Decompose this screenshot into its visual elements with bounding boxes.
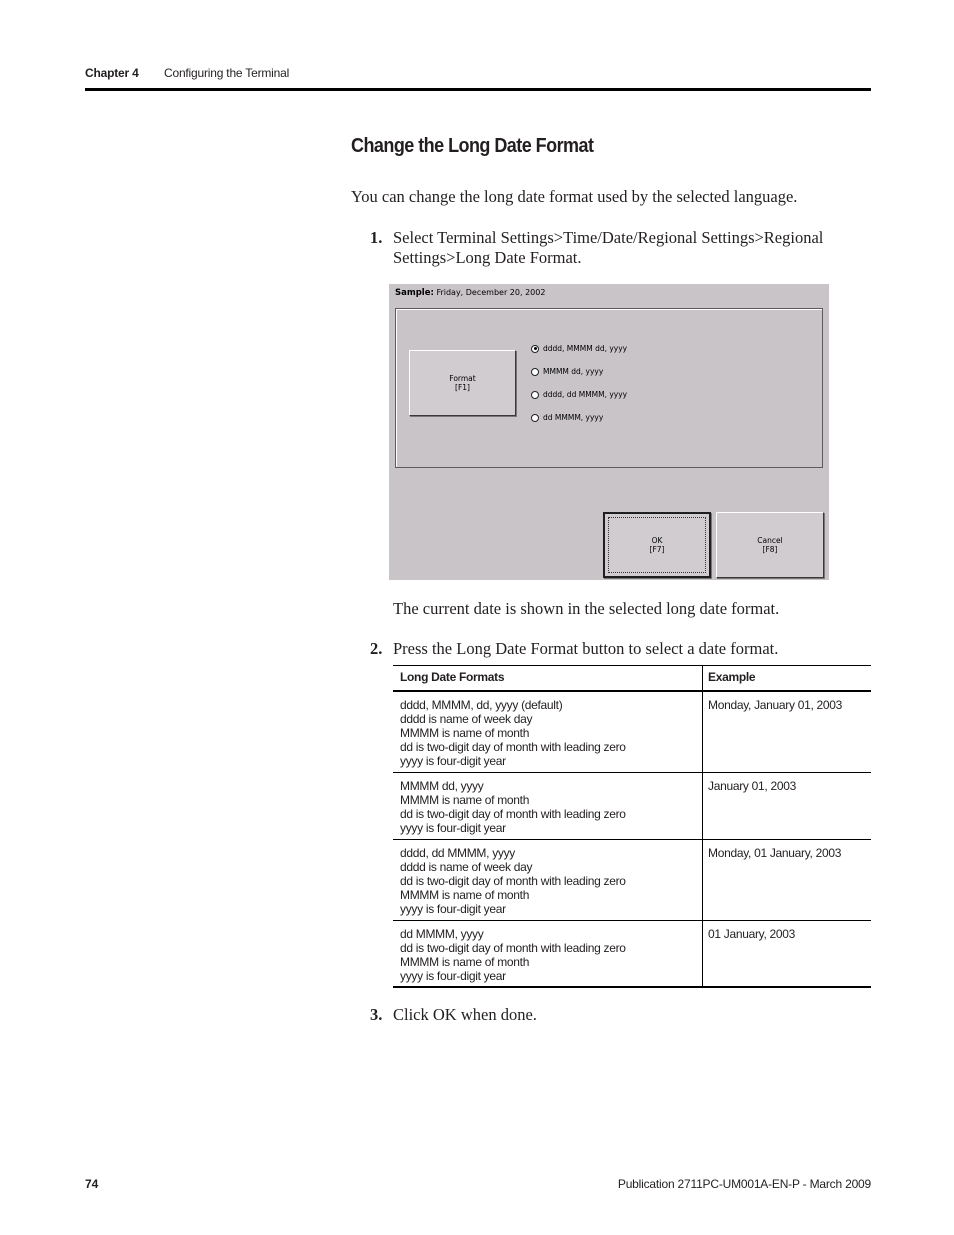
sample-line [395, 288, 545, 298]
cell-line: dddd is name of week day [400, 712, 533, 726]
format-cell [400, 779, 700, 835]
cell-line: dd is two-digit day of month with leading zero [400, 941, 626, 955]
format-button[interactable] [409, 350, 516, 416]
section-title: Change the Long Date Format [351, 135, 594, 157]
step-number: 1. [370, 228, 383, 247]
format-option-label: dddd, dd MMMM, yyyy [543, 390, 628, 399]
format-cell [400, 846, 700, 916]
cell-line: MMMM is name of month [400, 955, 530, 969]
table-header [393, 666, 871, 690]
example-cell: January 01, 2003 [708, 779, 796, 793]
chapter-title: Configuring the Terminal [164, 66, 290, 80]
format-option[interactable] [531, 344, 627, 353]
cell-line: MMMM is name of month [400, 793, 530, 807]
format-option-label: dd MMMM, yyyy [543, 413, 604, 422]
step-number: 2. [370, 639, 383, 658]
radio-empty-icon [531, 414, 539, 422]
cell-line: dd MMMM, yyyy [400, 927, 484, 941]
step-text: Press the Long Date Format button to select a date format. [393, 639, 779, 658]
table-row [393, 773, 871, 839]
cell-line: MMMM is name of month [400, 888, 530, 902]
format-option[interactable] [531, 367, 603, 376]
page-number: 74 [85, 1177, 99, 1191]
format-option-label: MMMM dd, yyyy [543, 367, 604, 376]
cancel-button[interactable] [716, 512, 824, 578]
sample-label: Sample: [395, 288, 434, 298]
cell-line: dddd, MMMM, dd, yyyy (default) [400, 698, 563, 712]
format-cell [400, 927, 700, 983]
sample-value: Friday, December 20, 2002 [436, 288, 546, 297]
cell-line: dd is two-digit day of month with leading zero [400, 807, 626, 821]
step-text: Click OK when done. [393, 1005, 537, 1024]
format-option[interactable] [531, 390, 627, 399]
format-option[interactable] [531, 413, 603, 422]
radio-empty-icon [531, 391, 539, 399]
cancel-button-label: Cancel [757, 536, 783, 545]
cell-line: dd is two-digit day of month with leading zero [400, 740, 626, 754]
step-text: Select Terminal Settings>Time/Date/Regional Settings>Regional Settings>Long Date Format. [393, 228, 824, 267]
cell-line: MMMM dd, yyyy [400, 779, 484, 793]
table-row [393, 921, 871, 987]
column-header: Example [708, 670, 756, 684]
cell-line: yyyy is four-digit year [400, 821, 506, 835]
cell-line: dd is two-digit day of month with leading zero [400, 874, 626, 888]
table-row [393, 840, 871, 920]
publication-id: Publication 2711PC-UM001A-EN-P - March 2009 [617, 1177, 871, 1191]
format-cell [400, 698, 700, 768]
cell-line: yyyy is four-digit year [400, 754, 506, 768]
example-cell: 01 January, 2003 [708, 927, 796, 941]
ok-button-label: OK [651, 536, 663, 545]
chapter-label: Chapter 4 [85, 66, 139, 80]
long-date-formats-table [393, 665, 871, 989]
cell-line: dddd, dd MMMM, yyyy [400, 846, 515, 860]
ok-button[interactable] [603, 512, 711, 578]
focus-ring [608, 517, 706, 573]
intro-paragraph: You can change the long date format used by the selected language. [351, 187, 798, 206]
format-option-label: dddd, MMMM dd, yyyy [543, 344, 628, 353]
example-cell: Monday, January 01, 2003 [708, 698, 843, 712]
cell-line: yyyy is four-digit year [400, 969, 506, 983]
cell-line: yyyy is four-digit year [400, 902, 506, 916]
header-rule [85, 88, 871, 91]
cell-line: MMMM is name of month [400, 726, 530, 740]
table-bottom-rule [393, 986, 871, 988]
long-date-format-dialog [389, 284, 829, 580]
cancel-button-key: [F8] [762, 545, 778, 554]
table-row [393, 692, 871, 772]
radio-empty-icon [531, 368, 539, 376]
step-number: 3. [370, 1005, 383, 1024]
format-button-key: [F1] [455, 383, 470, 392]
ok-button-key: [F7] [649, 545, 665, 554]
example-cell: Monday, 01 January, 2003 [708, 846, 842, 860]
screenshot-note: The current date is shown in the selected long date format. [393, 599, 780, 618]
cell-line: dddd is name of week day [400, 860, 533, 874]
format-button-label: Format [449, 374, 476, 383]
radio-selected-icon [531, 345, 539, 353]
column-header: Long Date Formats [400, 670, 505, 684]
